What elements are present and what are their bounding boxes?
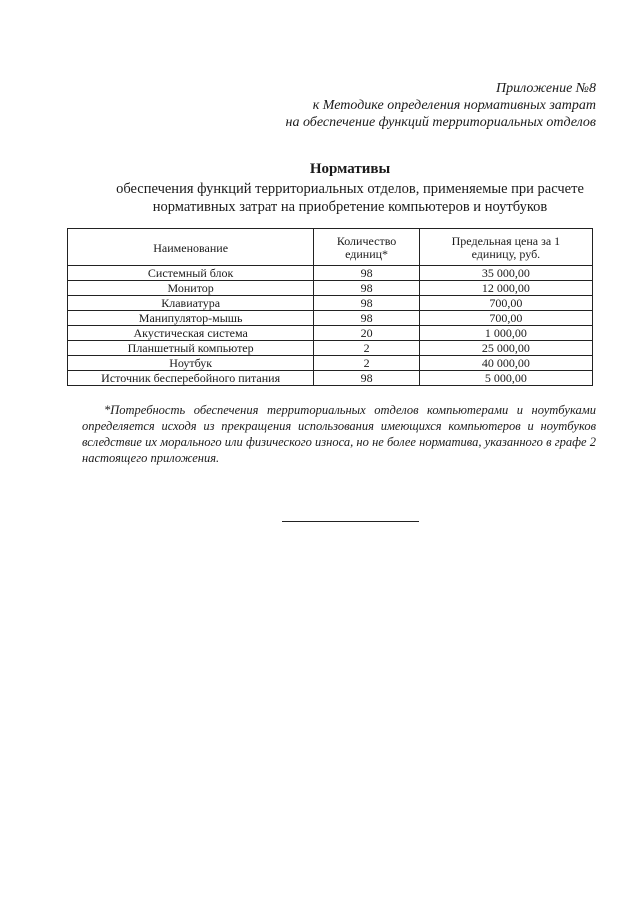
- cell-name: Акустическая система: [68, 326, 314, 341]
- cell-quantity: 98: [314, 296, 420, 311]
- cell-price: 1 000,00: [419, 326, 592, 341]
- table-row: [68, 281, 593, 296]
- cell-name: Источник бесперебойного питания: [68, 371, 314, 386]
- cell-quantity: 98: [314, 311, 420, 326]
- cell-price: 5 000,00: [419, 371, 592, 386]
- cell-price: 700,00: [419, 311, 592, 326]
- cell-name: Системный блок: [68, 266, 314, 281]
- table-row: [68, 296, 593, 311]
- appendix-reference-line2: на обеспечение функций территориальных отделов: [285, 115, 596, 130]
- cell-price: 25 000,00: [419, 341, 592, 356]
- document-heading: [80, 160, 620, 216]
- signature-line: [282, 521, 419, 522]
- norms-table: [67, 228, 593, 386]
- cell-quantity: 98: [314, 266, 420, 281]
- table-body: [68, 266, 593, 386]
- header-quantity: Количество единиц*: [314, 229, 420, 266]
- table-row: [68, 311, 593, 326]
- cell-price: 40 000,00: [419, 356, 592, 371]
- table-row: [68, 266, 593, 281]
- cell-name: Ноутбук: [68, 356, 314, 371]
- cell-name: Планшетный компьютер: [68, 341, 314, 356]
- header-name: Наименование: [68, 229, 314, 266]
- appendix-header: [286, 80, 596, 131]
- cell-quantity: 2: [314, 356, 420, 371]
- document-title: Нормативы: [309, 161, 391, 177]
- cell-price: 35 000,00: [419, 266, 592, 281]
- cell-quantity: 2: [314, 341, 420, 356]
- cell-price: 12 000,00: [419, 281, 592, 296]
- cell-price: 700,00: [419, 296, 592, 311]
- appendix-reference-line1: к Методике определения нормативных затрат: [312, 98, 596, 113]
- table-row: [68, 326, 593, 341]
- cell-quantity: 98: [314, 281, 420, 296]
- table-header-row: [68, 229, 593, 266]
- cell-name: Манипулятор-мышь: [68, 311, 314, 326]
- cell-name: Монитор: [68, 281, 314, 296]
- cell-quantity: 20: [314, 326, 420, 341]
- cell-name: Клавиатура: [68, 296, 314, 311]
- document-subtitle-line1: обеспечения функций территориальных отделов, применяемые при расчете: [116, 181, 584, 197]
- header-price: Предельная цена за 1 единицу, руб.: [419, 229, 592, 266]
- document-subtitle-line2: нормативных затрат на приобретение компьютеров и ноутбуков: [152, 199, 548, 215]
- table-row: [68, 341, 593, 356]
- table-row: [68, 371, 593, 386]
- appendix-number: Приложение №8: [496, 81, 596, 96]
- footnote: *Потребность обеспечения территориальных отделов компьютерами и ноутбуками определяется исходя из прекращения использования имеющихся компьютеров и ноутбуков вследствие их морального или физического износа, но не более норматива, указанного в графе 2 настоящего приложения.: [82, 403, 596, 465]
- cell-quantity: 98: [314, 371, 420, 386]
- table-row: [68, 356, 593, 371]
